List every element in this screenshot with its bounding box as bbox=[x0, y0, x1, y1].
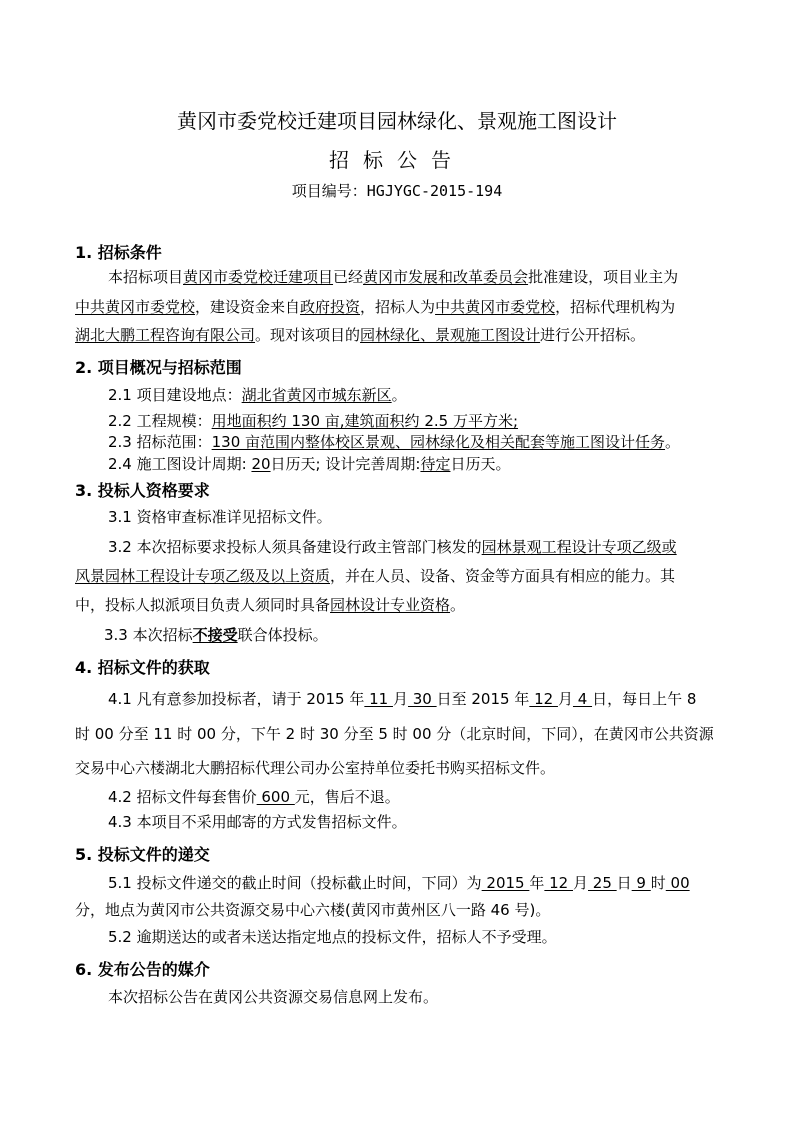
deadline-year: 2015 bbox=[481, 874, 530, 892]
text-run: 4.2 招标文件每套售价 bbox=[108, 788, 257, 806]
project-owner: 中共黄冈市委党校 bbox=[75, 298, 196, 316]
section-5-line-1 bbox=[108, 872, 690, 893]
section-6-line-1: 本次招标公告在黄冈公共资源交易信息网上发布。 bbox=[108, 988, 439, 1006]
section-6-heading: 6. 发布公告的媒介 bbox=[75, 960, 210, 979]
refinement-period: 待定 bbox=[420, 455, 451, 473]
section-3-line-1: 3.1 资格审查标准详见招标文件。 bbox=[108, 508, 332, 526]
text-run: 。 bbox=[665, 433, 681, 451]
text-run: 。 bbox=[450, 596, 466, 614]
text-run: 5.1 投标文件递交的截止时间（投标截止时间，下同）为 bbox=[108, 874, 482, 892]
section-5-line-3: 5.2 逾期送达的或者未送达指定地点的投标文件，招标人不予受理。 bbox=[108, 928, 557, 946]
section-4-line-1 bbox=[108, 688, 696, 709]
document-price: 600 bbox=[256, 788, 295, 806]
text-run: 。 bbox=[391, 386, 407, 404]
tenderer: 中共黄冈市委党校 bbox=[435, 298, 556, 316]
section-2-heading: 2. 项目概况与招标范围 bbox=[75, 358, 242, 377]
deadline-hour: 9 bbox=[631, 874, 651, 892]
qualification-requirement: 风景园林工程设计专项乙级及以上资质 bbox=[75, 567, 331, 585]
section-3-line-2 bbox=[108, 536, 677, 557]
text-run: 联合体投标。 bbox=[237, 626, 328, 644]
text-run: 日，每日上午 8 bbox=[592, 690, 697, 708]
text-run: 批准建设，项目业主为 bbox=[528, 268, 679, 286]
text-run: 。现对该项目的 bbox=[255, 326, 361, 344]
text-run: 月 bbox=[392, 690, 408, 708]
text-run: 日至 2015 年 bbox=[436, 690, 530, 708]
text-run: ，招标人为 bbox=[360, 298, 436, 316]
deadline-day: 25 bbox=[588, 874, 617, 892]
text-run: 月 bbox=[573, 874, 589, 892]
section-2-line-3 bbox=[108, 431, 680, 452]
section-3-heading: 3. 投标人资格要求 bbox=[75, 481, 210, 500]
text-run: 中，投标人拟派项目负责人须同时具备 bbox=[75, 596, 331, 614]
section-3-line-3 bbox=[75, 565, 675, 586]
funding-source: 政府投资 bbox=[300, 298, 361, 316]
text-run: 元，售后不退。 bbox=[294, 788, 400, 806]
text-run: 日 bbox=[616, 874, 632, 892]
start-month: 11 bbox=[364, 690, 393, 708]
tender-scope: 130 亩范围内整体校区景观、园林绿化及相关配套等施工图设计任务 bbox=[211, 433, 666, 451]
text-run: 年 bbox=[529, 874, 545, 892]
text-run: ，招标代理机构为 bbox=[555, 298, 676, 316]
section-5-line-2: 分，地点为黄冈市公共资源交易中心六楼(黄冈市黄州区八一路 46 号)。 bbox=[75, 901, 551, 919]
end-month: 12 bbox=[529, 690, 558, 708]
approving-authority: 黄冈市发展和改革委员会 bbox=[363, 268, 529, 286]
text-run: 日历天。 bbox=[450, 455, 511, 473]
section-2-line-4 bbox=[108, 453, 510, 474]
section-1-line-2 bbox=[75, 296, 675, 317]
section-4-line-4 bbox=[108, 786, 400, 807]
deadline-minute: 00 bbox=[665, 874, 690, 892]
end-day: 4 bbox=[572, 690, 593, 708]
construction-site: 湖北省黄冈市城东新区 bbox=[241, 386, 392, 404]
text-run: 月 bbox=[557, 690, 573, 708]
section-3-line-5 bbox=[104, 624, 328, 645]
text-run: ，建设资金来自 bbox=[195, 298, 301, 316]
text-run: 3.3 本次招标 bbox=[104, 626, 193, 644]
document-subtitle: 招标公告 bbox=[329, 148, 465, 172]
project-scale: 用地面积约 130 亩,建筑面积约 2.5 万平方米; bbox=[211, 412, 519, 430]
text-run: 2.3 招标范围： bbox=[108, 433, 212, 451]
section-4-line-3: 交易中心六楼湖北大鹏招标代理公司办公室持单位委托书购买招标文件。 bbox=[75, 759, 556, 777]
section-2-line-2 bbox=[108, 410, 518, 431]
section-1-line-1 bbox=[108, 266, 678, 287]
document-title: 黄冈市委党校迁建项目园林绿化、景观施工图设计 bbox=[177, 109, 617, 133]
text-run: 时 bbox=[650, 874, 666, 892]
project-name: 黄冈市委党校迁建项目 bbox=[183, 268, 334, 286]
section-2-line-1 bbox=[108, 384, 407, 405]
text-run: 2.2 工程规模： bbox=[108, 412, 212, 430]
text-run: 2.4 施工图设计周期: bbox=[108, 455, 252, 473]
section-4-line-5: 4.3 本项目不采用邮寄的方式发售招标文件。 bbox=[108, 813, 407, 831]
design-period-days: 20 bbox=[251, 455, 271, 473]
text-run: 已经 bbox=[333, 268, 364, 286]
section-1-line-3 bbox=[75, 324, 645, 345]
text-run: 本招标项目 bbox=[108, 268, 184, 286]
agency-name: 湖北大鹏工程咨询有限公司 bbox=[75, 326, 256, 344]
section-5-heading: 5. 投标文件的递交 bbox=[75, 845, 210, 864]
section-3-line-4 bbox=[75, 594, 465, 615]
project-code bbox=[0, 180, 794, 201]
tender-content: 园林绿化、景观施工图设计 bbox=[360, 326, 541, 344]
section-4-line-2: 时 00 分至 11 时 00 分，下午 2 时 30 分至 5 时 00 分（北京时间，下同），在黄冈市公共资源 bbox=[75, 725, 714, 743]
text-run: 2.1 项目建设地点： bbox=[108, 386, 242, 404]
qualification-requirement: 园林景观工程设计专项乙级或 bbox=[481, 538, 677, 556]
text-run: 3.2 本次招标要求投标人须具备建设行政主管部门核发的 bbox=[108, 538, 482, 556]
section-1-heading: 1. 招标条件 bbox=[75, 243, 162, 262]
consortium-not-accepted: 不接受 bbox=[192, 626, 238, 644]
text-run: 4.1 凡有意参加投标者，请于 2015 年 bbox=[108, 690, 365, 708]
text-run: ，并在人员、设备、资金等方面具有相应的能力。其 bbox=[330, 567, 676, 585]
professional-qualification: 园林设计专业资格 bbox=[330, 596, 451, 614]
start-day: 30 bbox=[407, 690, 437, 708]
deadline-month: 12 bbox=[544, 874, 573, 892]
project-code-value: HGJYGC-2015-194 bbox=[366, 182, 503, 200]
text-run: 日历天; 设计完善周期: bbox=[270, 455, 421, 473]
section-4-heading: 4. 招标文件的获取 bbox=[75, 658, 210, 677]
text-run: 进行公开招标。 bbox=[540, 326, 646, 344]
project-code-label: 项目编号： bbox=[291, 182, 367, 200]
